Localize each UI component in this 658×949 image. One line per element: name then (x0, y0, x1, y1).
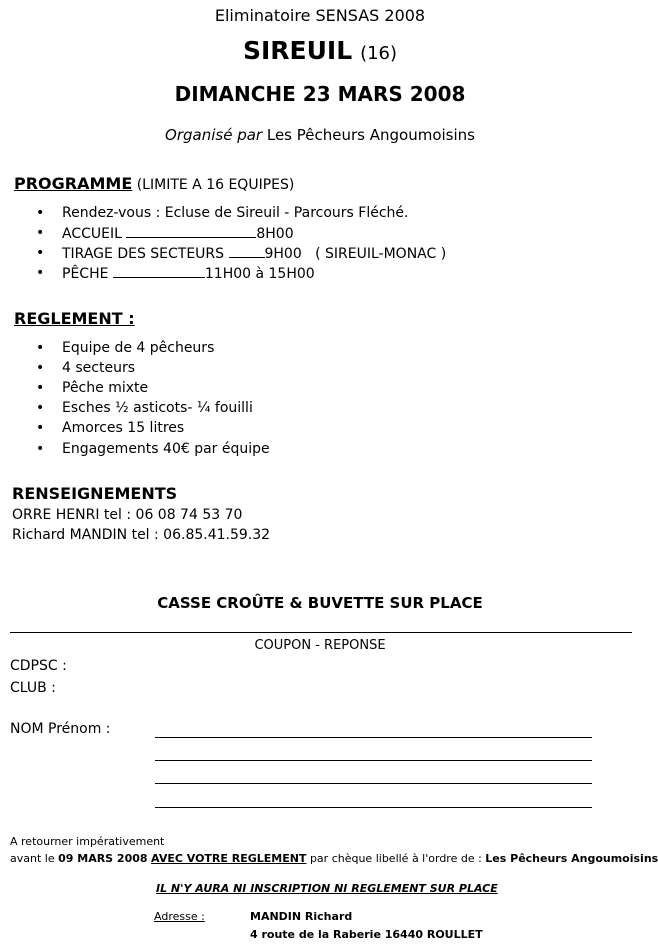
bullet-icon: • (36, 360, 45, 376)
avant-text: avant le (10, 852, 55, 865)
tirage-time: 9H00 (264, 246, 302, 262)
bullet-icon: • (36, 380, 45, 396)
reglement-item: Engagements 40€ par équipe (62, 441, 270, 457)
avec-reglement-text: AVEC VOTRE REGLEMENT (151, 852, 307, 865)
bullet-icon: • (36, 340, 45, 356)
bullet-icon: • (36, 245, 45, 261)
rendezvous-item: Rendez-vous : Ecluse de Sireuil - Parcours Fléché. (62, 205, 409, 221)
cheque-text: par chèque libellé à l'ordre de : (309, 852, 482, 865)
programme-heading-line (14, 174, 294, 193)
tirage-label: TIRAGE DES SECTEURS (62, 246, 225, 262)
reglement-heading: REGLEMENT : (14, 309, 135, 328)
programme-heading: PROGRAMME (14, 174, 133, 193)
deadline-date: 09 MARS 2008 (58, 852, 148, 865)
address-name: MANDIN Richard (250, 910, 353, 923)
reglement-item: Pêche mixte (62, 380, 149, 396)
deadline-line (10, 852, 658, 865)
renseignements-heading: RENSEIGNEMENTS (12, 484, 178, 503)
payee-name: Les Pêcheurs Angoumoisins (485, 852, 658, 865)
cdpsc-label: CDPSC : (10, 658, 67, 674)
accueil-fill-line (126, 225, 256, 238)
bullet-icon: • (36, 205, 45, 221)
event-title: Eliminatoire SENSAS 2008 (214, 6, 426, 25)
contact-line: ORRE HENRI tel : 06 08 74 53 70 (12, 507, 243, 523)
nom-write-line[interactable] (155, 760, 592, 761)
contact-line: Richard MANDIN tel : 06.85.41.59.32 (12, 527, 271, 543)
accueil-label: ACCUEIL (62, 226, 122, 242)
reglement-item: Amorces 15 litres (62, 420, 185, 436)
organiser-name: Les Pêcheurs Angoumoisins (266, 126, 475, 144)
accueil-item (62, 225, 294, 242)
casse-croute-banner: CASSE CROÛTE & BUVETTE SUR PLACE (157, 594, 483, 612)
organised-by-label: Organisé par (165, 126, 263, 144)
programme-limit: (LIMITE A 16 EQUIPES) (136, 177, 295, 193)
nom-prenom-label: NOM Prénom : (10, 721, 111, 737)
retour-notice: A retourner impérativement (10, 835, 165, 848)
nom-write-line[interactable] (155, 807, 592, 808)
event-date: DIMANCHE 23 MARS 2008 (174, 82, 466, 106)
address-street: 4 route de la Raberie 16440 ROULLET (250, 928, 483, 941)
town-name: SIREUIL (242, 36, 353, 65)
tirage-place: ( SIREUIL-MONAC ) (315, 246, 447, 262)
peche-fill-line (113, 265, 205, 278)
bullet-icon: • (36, 400, 45, 416)
town-heading (0, 36, 640, 65)
bullet-icon: • (36, 265, 45, 281)
department-number: (16) (360, 43, 398, 64)
peche-item (62, 265, 315, 282)
tirage-fill-line (229, 245, 265, 258)
bullet-icon: • (36, 441, 45, 457)
accueil-time: 8H00 (256, 226, 294, 242)
peche-time: 11H00 à 15H00 (204, 266, 315, 282)
club-label: CLUB : (10, 680, 56, 696)
reglement-item: 4 secteurs (62, 360, 135, 376)
reglement-item: Equipe de 4 pêcheurs (62, 340, 215, 356)
bullet-icon: • (36, 420, 45, 436)
organiser-line (0, 126, 640, 144)
bullet-icon: • (36, 225, 45, 241)
nom-write-line[interactable] (155, 737, 592, 738)
coupon-separator (10, 632, 632, 633)
coupon-title: COUPON - REPONSE (254, 638, 386, 653)
reglement-item: Esches ½ asticots- ¼ fouilli (62, 400, 253, 416)
adresse-label: Adresse : (154, 910, 205, 923)
no-inscription-notice: IL N'Y AURA NI INSCRIPTION NI REGLEMENT SUR PLACE (156, 882, 498, 895)
nom-write-line[interactable] (155, 783, 592, 784)
peche-label: PÊCHE (62, 266, 109, 282)
tirage-item (62, 245, 446, 262)
